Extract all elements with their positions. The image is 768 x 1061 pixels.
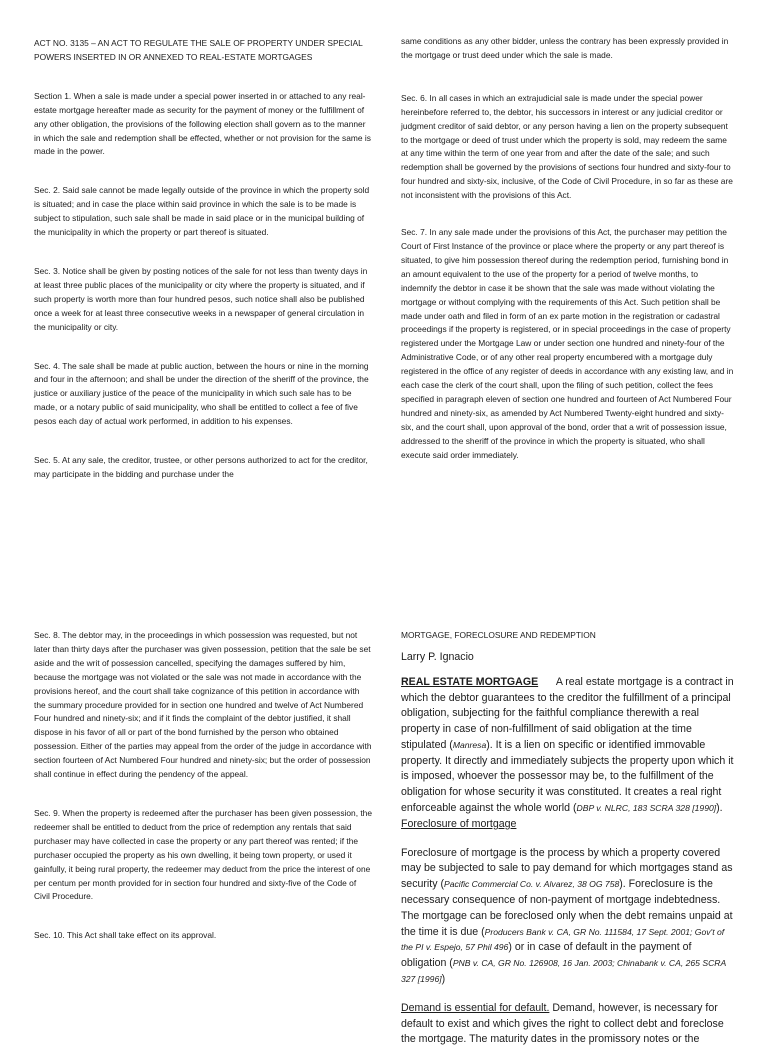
page2-right-column: [401, 629, 735, 1061]
section-1: Section 1. When a sale is made under a special power inserted in or attached to any real-estate mortgage hereafter made as security for the payment of money or the fulfillment of any other obligation, the provisions of the following election shall govern as to the manner in which the sale and redemption shall be effected, whether or not provision for the same is made in the power.: [34, 90, 371, 157]
fc-text-1: Foreclosure of mortgage is the process by which a property covered may be subjected to sale to pay demand for which mortgages stand as security (: [401, 846, 733, 891]
fc-citation-1: Pacific Commercial Co. v. Alvarez, 38 OG 758: [443, 879, 620, 890]
section-5-continued: same conditions as any other bidder, unless the contrary has been expressly provided in the mortgage or trust deed under which the sale is made.: [401, 36, 729, 60]
foreclosure-paragraph: [401, 846, 735, 988]
section-9: Sec. 9. When the property is redeemed after the purchaser has been given possession, the redeemer shall be entitled to deduct from the price of redemption any rentals that said purchaser may have collected in case the property or any part thereof was rented; if the purchaser occupied the property as his own dwelling, it being town property, or used it gainfully, it being rural property, the redeemer may deduct from the price the interest of one per centum per month provided for in section four hundred and sixty-five of the Code of Civil Procedure.: [34, 807, 372, 902]
section-4: Sec. 4. The sale shall be made at public auction, between the hours or nine in the morning and four in the afternoon; and shall be under the direction of the sheriff of the province, the justice or auxiliary justice of the peace of the municipality in which such sale has to be made, or a notary public of said municipality, who shall be entitled to collect a fee of five pesos each day of actual work performed, in addition to his expenses.: [34, 360, 369, 427]
section-10: Sec. 10. This Act shall take effect on its approval.: [34, 930, 217, 941]
section-5: Sec. 5. At any sale, the creditor, trustee, or other persons authorized to act for the creditor, may participate in the bidding and purchase under the: [34, 455, 368, 479]
section-3: Sec. 3. Notice shall be given by posting notices of the sale for not less than twenty days in at least three public places of the municipality or city where the property is situated, and if such property is worth more than four hundred pesos, such notice shall also be published once a week for at least three consecutive weeks in a newspaper of general circulation in the municipality or city.: [34, 265, 368, 332]
section-6: Sec. 6. In all cases in which an extrajudicial sale is made under the special power hereinbefore referred to, the debtor, his successors in interest or any judicial creditor or judgment creditor of said debtor, or any person having a lien on the property subsequent to the mortgage or deed of trust under which the property is sold, may redeem the same at any time within the term of one year from and after the date of the sale; and such redemption shall be governed by the provisions of sections four hundred and sixty-four to four hundred and sixty-six, inclusive, of the Code of Civil Procedure, in so far as these are not inconsistent with the provisions of this Act.: [401, 92, 733, 201]
real-estate-mortgage-label: REAL ESTATE MORTGAGE: [401, 675, 539, 688]
act-title: ACT NO. 3135 – AN ACT TO REGULATE THE SALE OF PROPERTY UNDER SPECIAL POWERS INSERTED IN OR ANNEXED TO REAL-ESTATE MORTGAGES: [34, 38, 363, 62]
foreclosure-label: Foreclosure of mortgage: [401, 817, 517, 830]
demand-label: Demand is essential for default.: [401, 1001, 550, 1014]
fc-text-3: ) or in case of default in the payment of obligation (: [401, 941, 692, 970]
section-7: Sec. 7. In any sale made under the provisions of this Act, the purchaser may petition the Court of First Instance of the province or place where the property or any part thereof is situated, to give him possession thereof during the redemption period, furnishing bond in an amount equivalent to the use of the property for a period of twelve months, to indemnify the debtor in case it be shown that the sale was made without violating the mortgage or without complying with the requirements of this Act. Such petition shall be made under oath and filed in form of an ex parte motion in the registration or cadastral proceedings if the property is registered, or in special proceedings in the case of property registered under the Mortgage Law or under section one hundred and ninety-four of the Administrative Code, or of any other real property encumbered with a mortgage duly registered in the office of any register of deeds in accordance with any existing law, and in each case the clerk of the court shall, upon the filing of such petition, collect the fees specified in paragraph eleven of section one hundred and fourteen of Act Numbered Four hundred and ninety-six, as amended by Act Numbered Twenty-eight hundred and sixty-six, and the court shall, upon approval of the bond, order that a writ of possession issue, addressed to the sheriff of the province in which the property is situated, who shall execute said order immediately.: [401, 227, 734, 460]
section-2: Sec. 2. Said sale cannot be made legally outside of the province in which the property sold is situated; and in case the place within said province in which the sale is to be made is subject to stipulation, such sale shall be made in said place or in the municipal building of the municipality in which the property or part thereof is situated.: [34, 185, 370, 238]
page2-left-column: [34, 629, 372, 968]
rem-citation-2: DBP v. NLRC, 183 SCRA 328 [1990]: [576, 803, 717, 814]
demand-paragraph: [401, 1001, 735, 1048]
fc-citation-3: PNB v. CA, GR No. 126908, 16 Jan. 2003; Chinabank v. CA, 265 SCRA 327 [1996]: [401, 958, 726, 985]
section-8: Sec. 8. The debtor may, in the proceedings in which possession was requested, but not later than thirty days after the purchaser was given possession, petition that the sale be set aside and the writ of possession cancelled, specifying the damages suffered by him, because the mortgage was not violated or the sale was not made in accordance with the provisions hereof, and the court shall take cognizance of this petition in accordance with the summary procedure provided for in section one hundred and twelve of Act Numbered Four hundred and ninety-six; and if it finds the complaint of the debtor justified, it shall dispose in his favor of all or part of the bond furnished by the person who obtained possession. Either of the parties may appeal from the order of the judge in accordance with section fourteen of Act Numbered Four hundred and ninety-six; but the order of possession shall continue in effect during the pendency of the appeal.: [34, 630, 372, 780]
rem-text-2: ). It is a lien on specific or identified immovable property. It directly and immediately subjects the property upon which it is imposed, whoever the possessor may be, to the fulfillment of the obligation for whose security it was constituted. It creates a real right enforceable against the whole world (: [401, 738, 734, 815]
author-name: Larry P. Ignacio: [401, 650, 474, 663]
fc-text-2: ). Foreclosure is the necessary consequence of non-payment of mortgage indebtedness. The mortgage can be foreclosed only when the debt remains unpaid at the time it is due (: [401, 878, 733, 938]
page1-left-column: [34, 37, 372, 507]
real-estate-mortgage-paragraph: [401, 675, 735, 833]
demand-text: Demand, however, is necessary for default to exist and which gives the right to collect debt and foreclose the mortgage. The maturity dates in the promissory notes or the: [401, 1001, 724, 1046]
article-heading: MORTGAGE, FORECLOSURE AND REDEMPTION: [401, 630, 596, 640]
rem-text-3: ).: [716, 802, 723, 815]
rem-citation-1: Manresa: [452, 739, 487, 750]
rem-text-1: A real estate mortgage is a contract in which the debtor guarantees to the creditor the fulfillment of a principal obligation, subjecting for the faithful compliance therewith a real property in case of non-fulfillment of said obligation at the time stipulated (: [401, 675, 734, 751]
fc-text-4: ): [441, 973, 446, 986]
fc-citation-2: Producers Bank v. CA, GR No. 111584, 17 Sept. 2001; Gov't of the PI v. Espejo, 57 Phil 496: [401, 926, 725, 953]
page1-right-column: [401, 35, 735, 487]
